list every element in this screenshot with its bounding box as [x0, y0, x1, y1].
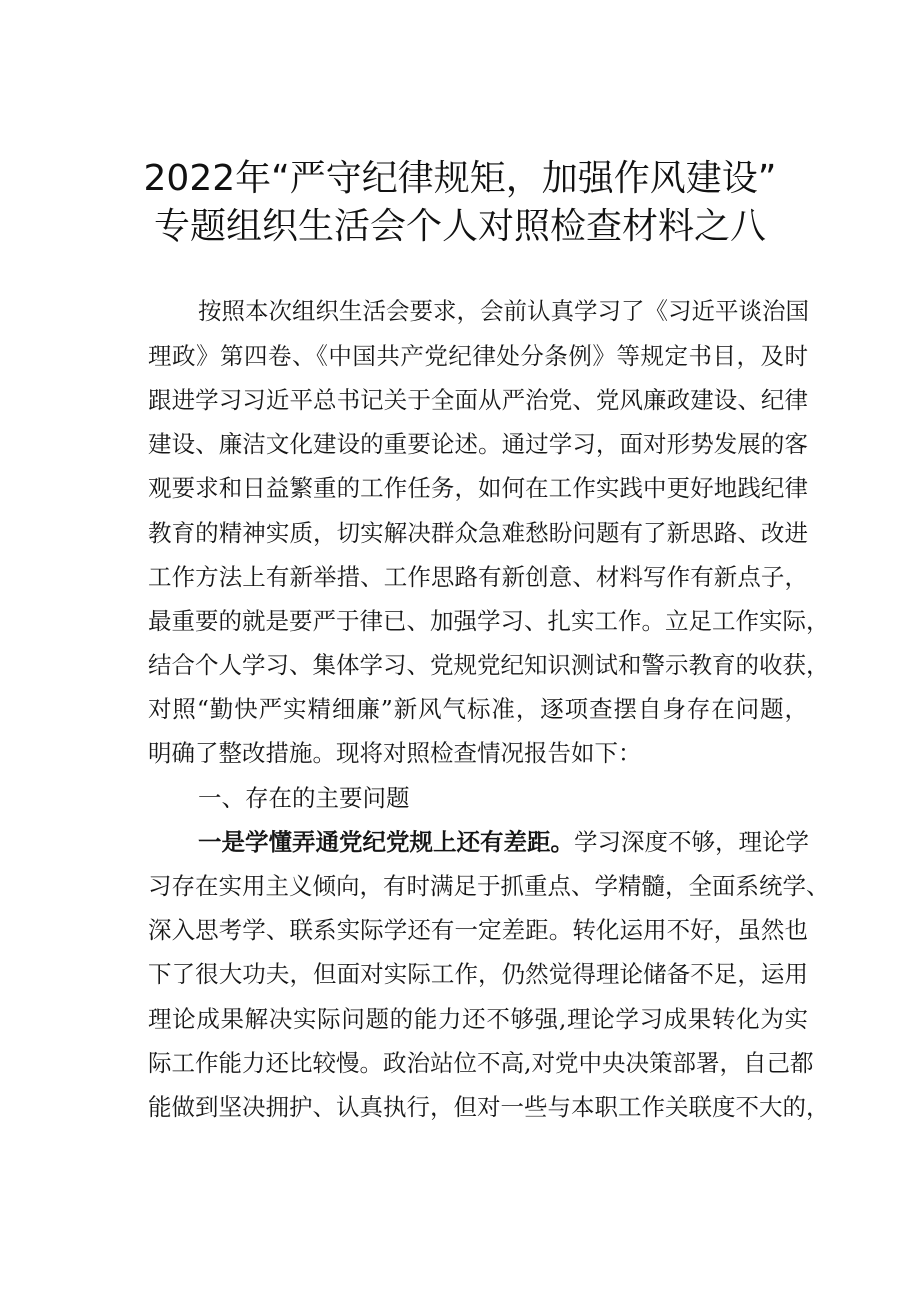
point-first-line	[198, 826, 808, 858]
paragraph-line: 能做到坚决拥护、认真执行，但对一些与本职工作关联度不大的，	[148, 1093, 830, 1121]
paragraph-line: 习存在实用主义倾向，有时满足于抓重点、学精髓，全面系统学、	[148, 872, 830, 900]
paragraph-line: 按照本次组织生活会要求，会前认真学习了《习近平谈治国	[198, 297, 809, 325]
paragraph-line: 结合个人学习、集体学习、党规党纪知识测试和警示教育的收获，	[148, 651, 830, 679]
paragraph-line: 理政》第四卷、《中国共产党纪律处分条例》等规定书目，及时	[148, 342, 808, 370]
paragraph-line: 下了很大功夫，但面对实际工作，仍然觉得理论储备不足，运用	[148, 960, 808, 988]
section-heading: 一、存在的主要问题	[198, 784, 410, 812]
paragraph-line: 对照“勤快严实精细廉”新风气标准，逐项查摆自身存在问题，	[148, 695, 808, 723]
document-title-line-1: 2022年“严守纪律规矩，加强作风建设”	[143, 158, 777, 199]
document-title-line-2: 专题组织生活会个人对照检查材料之八	[153, 206, 766, 247]
paragraph-line: 际工作能力还比较慢。政治站位不高,对党中央决策部署，自己都	[148, 1049, 814, 1077]
paragraph-line: 明确了整改措施。现将对照检查情况报告如下：	[148, 739, 642, 767]
paragraph-line: 观要求和日益繁重的工作任务，如何在工作实践中更好地践纪律	[148, 474, 808, 502]
paragraph-line: 教育的精神实质，切实解决群众急难愁盼问题有了新思路、改进	[148, 519, 808, 547]
paragraph-line: 深入思考学、联系实际学还有一定差距。转化运用不好，虽然也	[148, 916, 808, 944]
point-first-line-rest: 学习深度不够，理论学	[574, 828, 809, 856]
paragraph-line: 跟进学习习近平总书记关于全面从严治党、党风廉政建设、纪律	[148, 386, 808, 414]
paragraph-line: 最重要的就是要严于律已、加强学习、扎实工作。立足工作实际，	[148, 607, 830, 635]
point-lead-text: 一是学懂弄通党纪党规上还有差距。	[198, 828, 574, 856]
paragraph-line: 理论成果解决实际问题的能力还不够强,理论学习成果转化为实	[148, 1005, 808, 1033]
paragraph-line: 工作方法上有新举措、工作思路有新创意、材料写作有新点子，	[148, 563, 808, 591]
paragraph-line: 建设、廉洁文化建设的重要论述。通过学习，面对形势发展的客	[148, 430, 808, 458]
